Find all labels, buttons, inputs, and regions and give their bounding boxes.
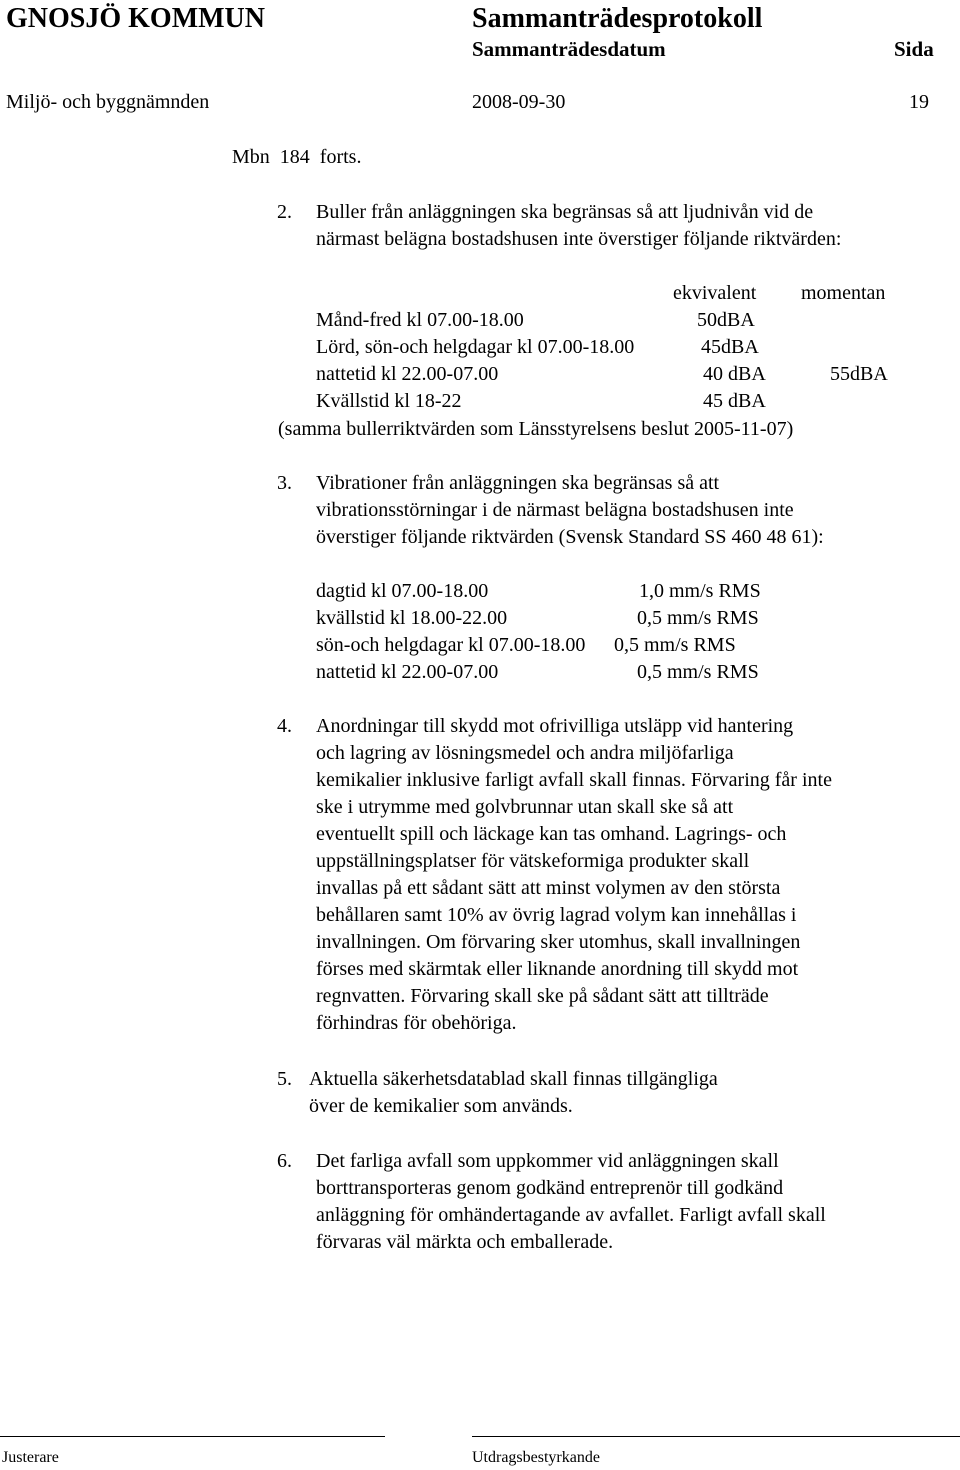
noise-row-label: Lörd, sön-och helgdagar kl 07.00-18.00 — [316, 336, 635, 358]
item-4-text — [316, 713, 832, 1037]
text-line: invallningen. Om förvaring sker utomhus, skall invallningen — [316, 931, 801, 953]
page-number: 19 — [909, 91, 929, 113]
vibration-row-value: 0,5 mm/s RMS — [637, 607, 759, 629]
noise-row-label: Kvällstid kl 18-22 — [316, 390, 462, 412]
text-line: eventuellt spill och läckage kan tas omhand. Lagrings- och — [316, 823, 787, 845]
vibration-row-value: 1,0 mm/s RMS — [639, 580, 761, 602]
text-line: Buller från anläggningen ska begränsas så att ljudnivån vid de — [316, 201, 814, 223]
noise-row-ekvivalent: 45 dBA — [703, 390, 766, 412]
vibration-row-label: dagtid kl 07.00-18.00 — [316, 580, 489, 602]
text-line: förvaras väl märkta och emballerade. — [316, 1231, 614, 1253]
vibration-row-label: nattetid kl 22.00-07.00 — [316, 661, 499, 683]
footer-rule-right — [472, 1436, 960, 1437]
text-line: vibrationsstörningar i de närmast belägna bostadshusen inte — [316, 499, 794, 521]
footer-rule-left — [0, 1436, 385, 1437]
item-number: 3. — [277, 472, 292, 494]
text-line: och lagring av lösningsmedel och andra miljöfarliga — [316, 742, 734, 764]
date-label: Sammanträdesdatum — [472, 37, 666, 61]
vibration-row-value: 0,5 mm/s RMS — [637, 661, 759, 683]
item-5-text — [309, 1066, 718, 1120]
section-reference: Mbn 184 forts. — [232, 146, 362, 168]
vibration-row-value: 0,5 mm/s RMS — [614, 634, 736, 656]
text-line: förhindras för obehöriga. — [316, 1012, 517, 1034]
text-line: anläggning för omhändertagande av avfallet. Farligt avfall skall — [316, 1204, 826, 1226]
noise-row-label: Månd-fred kl 07.00-18.00 — [316, 309, 524, 331]
text-line: Det farliga avfall som uppkommer vid anläggningen skall — [316, 1150, 779, 1172]
text-line: Vibrationer från anläggningen ska begränsas så att — [316, 472, 720, 494]
item-number: 4. — [277, 715, 292, 737]
text-line: behållaren samt 10% av övrig lagrad volym kan innehållas i — [316, 904, 797, 926]
item-number: 2. — [277, 201, 292, 223]
text-line: kemikalier inklusive farligt avfall skall finnas. Förvaring får inte — [316, 769, 832, 791]
footer-utdragsbestyrkande: Utdragsbestyrkande — [472, 1449, 600, 1466]
text-line: över de kemikalier som används. — [309, 1095, 573, 1117]
item-6-text — [316, 1148, 826, 1256]
text-line: ske i utrymme med golvbrunnar utan skall ske så att — [316, 796, 734, 818]
item-3-text — [316, 470, 824, 551]
noise-row-ekvivalent: 40 dBA — [703, 363, 766, 385]
noise-note: (samma bullerriktvärden som Länsstyrelsens beslut 2005-11-07) — [278, 418, 794, 440]
meeting-date: 2008-09-30 — [472, 91, 566, 113]
municipality-name: GNOSJÖ KOMMUN — [6, 3, 265, 34]
document-title: Sammanträdesprotokoll — [472, 3, 763, 34]
noise-row-label: nattetid kl 22.00-07.00 — [316, 363, 499, 385]
noise-row-ekvivalent: 45dBA — [701, 336, 759, 358]
column-header-ekvivalent: ekvivalent — [673, 282, 757, 304]
text-line: närmast belägna bostadshusen inte överstiger följande riktvärden: — [316, 228, 842, 250]
committee-name: Miljö- och byggnämnden — [6, 91, 210, 113]
text-line: borttransporteras genom godkänd entreprenör till godkänd — [316, 1177, 784, 1199]
vibration-row-label: kvällstid kl 18.00-22.00 — [316, 607, 508, 629]
item-number: 5. — [277, 1068, 292, 1090]
vibration-row-label: sön-och helgdagar kl 07.00-18.00 — [316, 634, 586, 656]
page-label: Sida — [894, 37, 934, 61]
item-number: 6. — [277, 1150, 292, 1172]
noise-row-ekvivalent: 50dBA — [697, 309, 755, 331]
footer-justerare: Justerare — [2, 1449, 59, 1466]
text-line: invallas på ett sådant sätt att minst volymen av den största — [316, 877, 781, 899]
noise-row-momentan: 55dBA — [830, 363, 888, 385]
text-line: Aktuella säkerhetsdatablad skall finnas tillgängliga — [309, 1068, 718, 1090]
text-line: uppställningsplatser för vätskeformiga produkter skall — [316, 850, 750, 872]
text-line: regnvatten. Förvaring skall ske på sådant sätt att tillträde — [316, 985, 769, 1007]
text-line: förses med skärmtak eller liknande anordning till skydd mot — [316, 958, 799, 980]
text-line: överstiger följande riktvärden (Svensk Standard SS 460 48 61): — [316, 526, 824, 548]
item-2-text — [316, 199, 841, 253]
column-header-momentan: momentan — [801, 282, 886, 304]
text-line: Anordningar till skydd mot ofrivilliga utsläpp vid hantering — [316, 715, 794, 737]
